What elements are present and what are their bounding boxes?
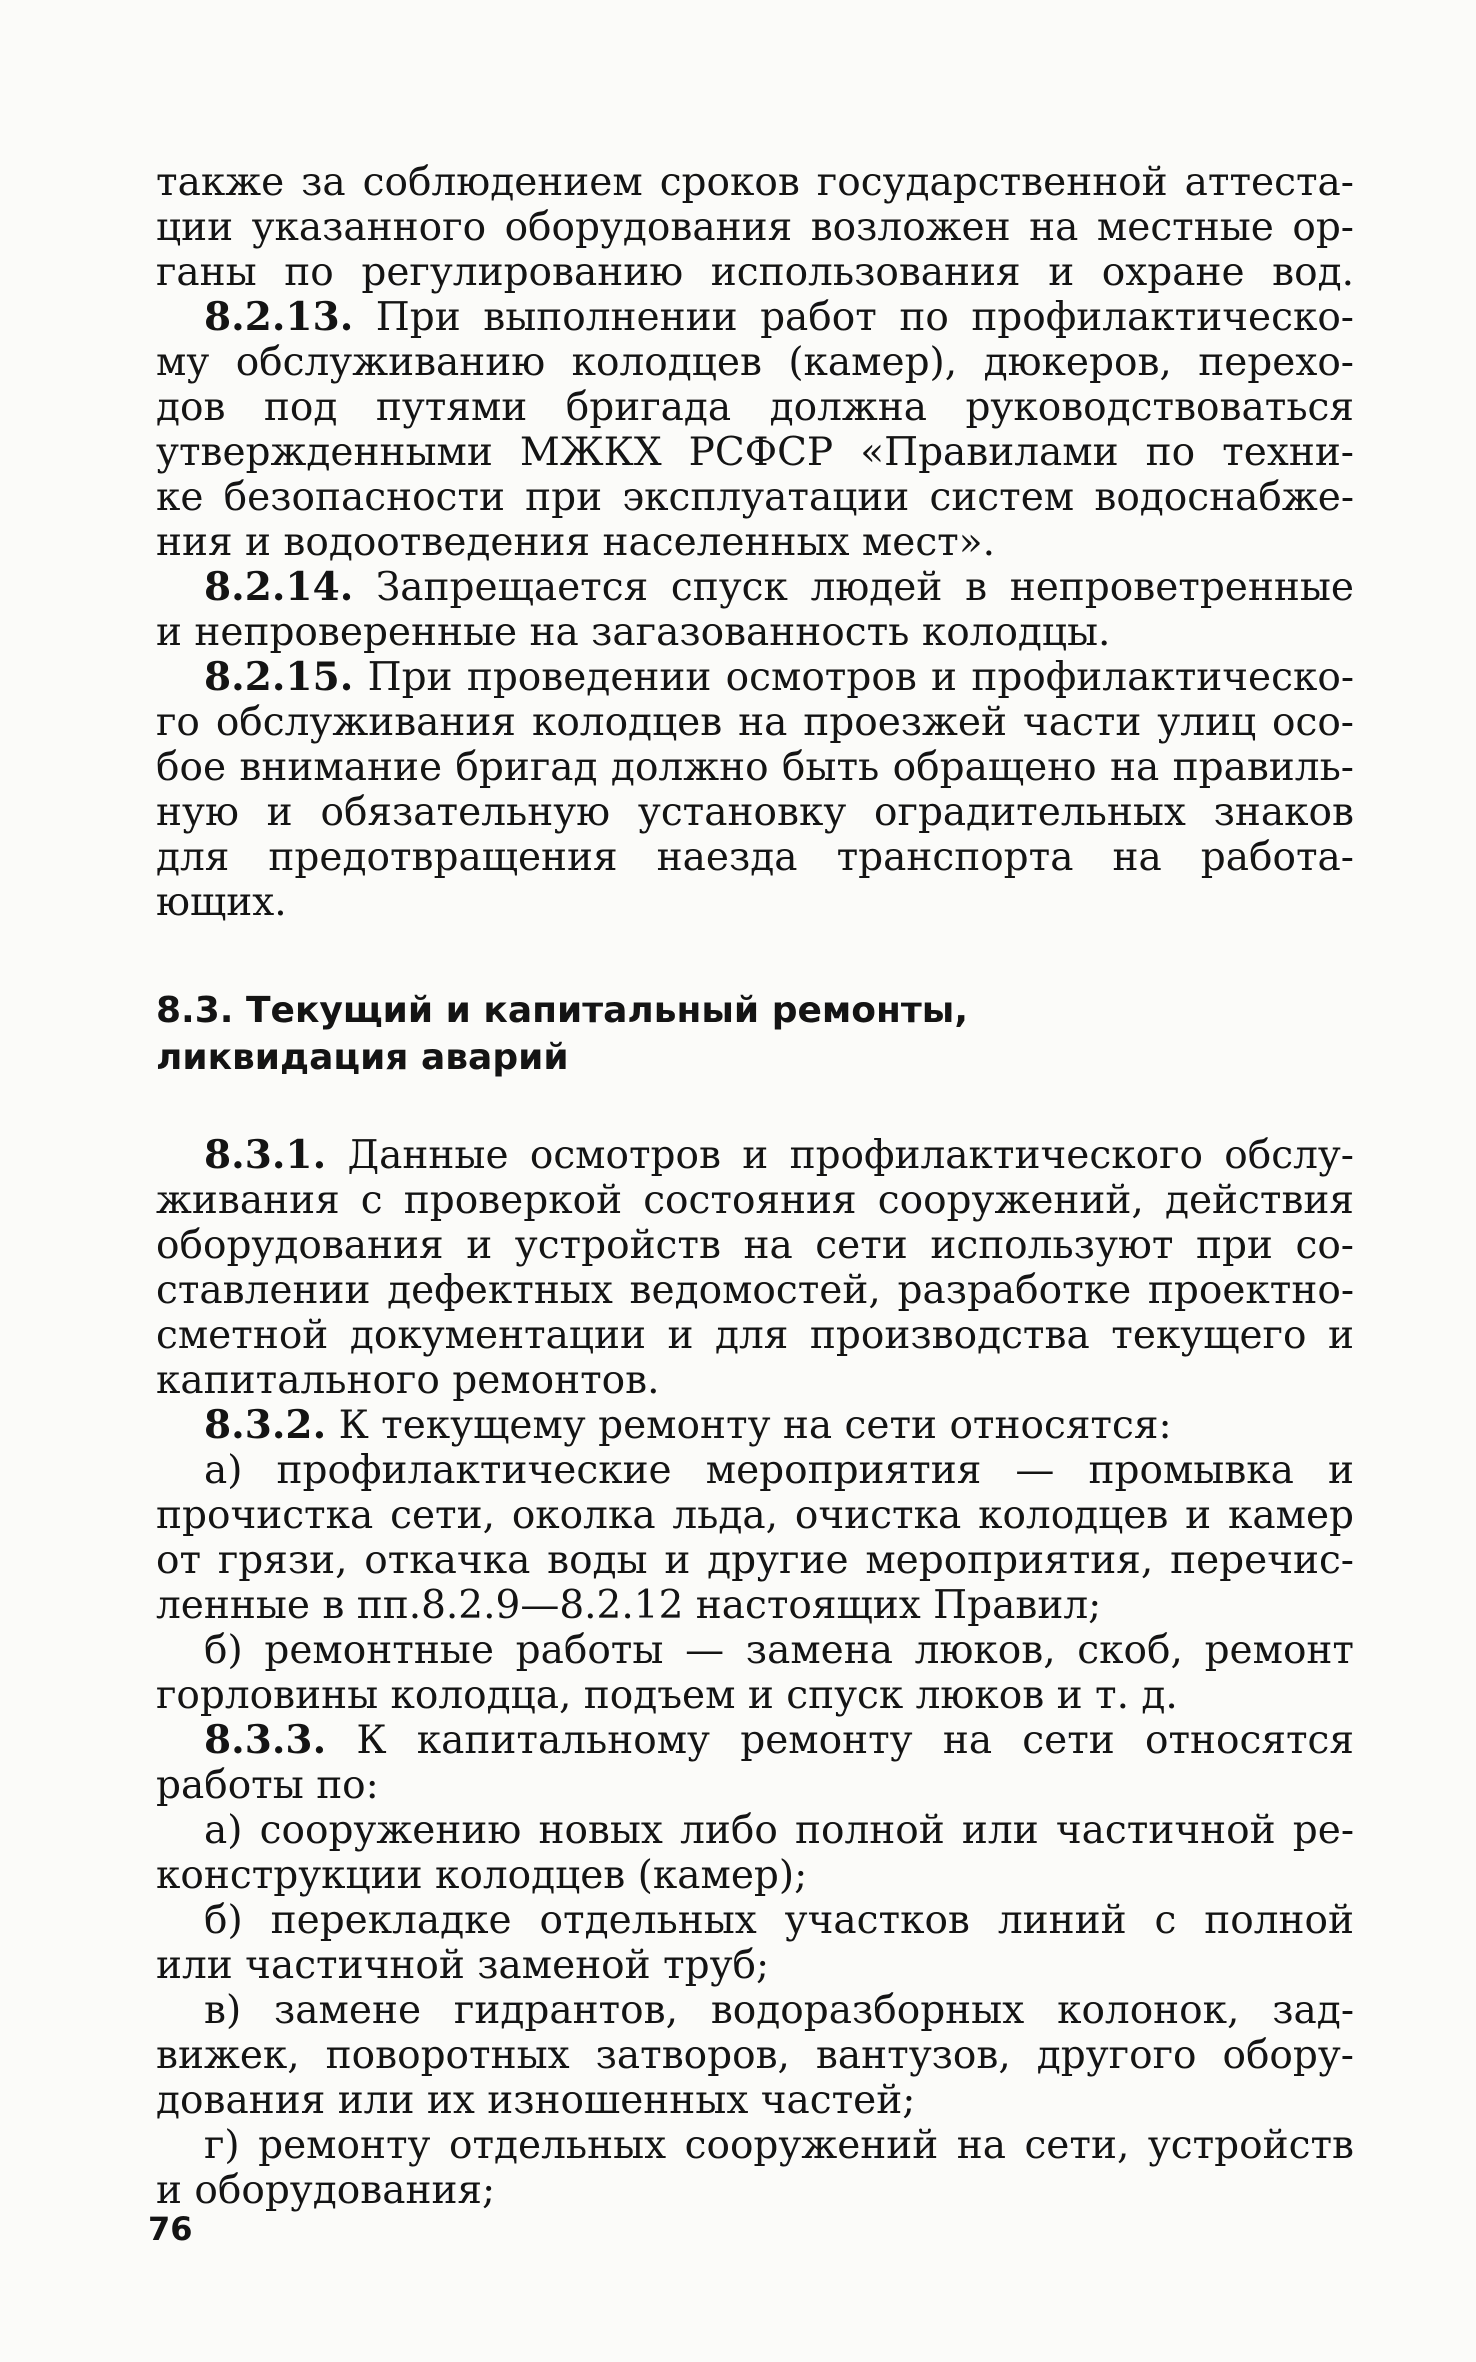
- text-line: му обслуживанию колодцев (камер), дюкеров, перехо-: [156, 340, 1354, 385]
- paragraph-8-3-3-first-line: [156, 1718, 1354, 1763]
- text-run: При выполнении работ по профилактическо-: [375, 295, 1354, 340]
- text-line: ния и водоотведения населенных мест».: [156, 520, 996, 565]
- paragraph-8-2-14-first-line: [156, 565, 1354, 610]
- text-line: для предотвращения наезда транспорта на работа-: [156, 835, 1354, 880]
- text-run: К текущему ремонту на сети относятся:: [338, 1403, 1172, 1448]
- text-line: конструкции колодцев (камер);: [156, 1853, 808, 1898]
- paragraph-8-2-13-first-line: [156, 295, 1354, 340]
- clause-number: 8.2.13.: [204, 295, 354, 340]
- section-heading-line: ликвидация аварий: [156, 1037, 569, 1078]
- list-item-v-first-line: в) замене гидрантов, водоразборных колонок, зад-: [204, 1988, 1354, 2033]
- list-item-a-first-line: а) профилактические мероприятия — промывка и: [204, 1448, 1354, 1493]
- text-line: вижек, поворотных затворов, вантузов, другого обору-: [156, 2033, 1354, 2078]
- text-line: оборудования и устройств на сети используют при со-: [156, 1223, 1354, 1268]
- text-line: ке безопасности при эксплуатации систем водоснабже-: [156, 475, 1354, 520]
- clause-number: 8.3.3.: [204, 1718, 327, 1763]
- text-block: [156, 1133, 1354, 2213]
- text-block: [156, 160, 1354, 925]
- text-line: капитального ремонтов.: [156, 1358, 660, 1403]
- text-run: Запрещается спуск людей в непроветренные: [375, 565, 1354, 610]
- text-line: горловины колодца, подъем и спуск люков и т. д.: [156, 1673, 1178, 1718]
- text-line: утвержденными МЖКХ РСФСР «Правилами по техни-: [156, 430, 1354, 475]
- text-line: дов под путями бригада должна руководствоваться: [156, 385, 1354, 430]
- list-item-b-first-line: б) ремонтные работы — замена люков, скоб, ремонт: [204, 1628, 1354, 1673]
- paragraph-8-3-2-first-line: [156, 1403, 1354, 1448]
- list-item-a-first-line: а) сооружению новых либо полной или частичной ре-: [204, 1808, 1354, 1853]
- text-run: Данные осмотров и профилактического обслу-: [347, 1133, 1354, 1178]
- text-line: дования или их изношенных частей;: [156, 2078, 916, 2123]
- clause-number: 8.2.14.: [204, 565, 354, 610]
- text-line: сметной документации и для производства текущего и: [156, 1313, 1354, 1358]
- list-item-g-first-line: г) ремонту отдельных сооружений на сети, устройств: [204, 2123, 1354, 2168]
- section-heading: [156, 987, 1354, 1081]
- text-line: прочистка сети, околка льда, очистка колодцев и камер: [156, 1493, 1354, 1538]
- text-run: К капитальному ремонту на сети относятся: [356, 1718, 1354, 1763]
- text-line: ленные в пп.8.2.9—8.2.12 настоящих Правил;: [156, 1583, 1102, 1628]
- text-line: работы по:: [156, 1763, 379, 1808]
- clause-number: 8.3.2.: [204, 1403, 327, 1448]
- list-item-b-first-line: б) перекладке отдельных участков линий с полной: [204, 1898, 1354, 1943]
- text-line: ции указанного оборудования возложен на местные ор-: [156, 205, 1354, 250]
- text-line: бое внимание бригад должно быть обращено на правиль-: [156, 745, 1354, 790]
- text-line: или частичной заменой труб;: [156, 1943, 770, 1988]
- text-line: и непроверенные на загазованность колодцы.: [156, 610, 1111, 655]
- text-line: также за соблюдением сроков государственной аттеста-: [156, 160, 1354, 205]
- text-line: ную и обязательную установку оградительных знаков: [156, 790, 1354, 835]
- text-line: го обслуживания колодцев на проезжей части улиц осо-: [156, 700, 1354, 745]
- text-line: и оборудования;: [156, 2168, 496, 2213]
- clause-number: 8.3.1.: [204, 1133, 327, 1178]
- text-line: от грязи, откачка воды и другие мероприятия, перечис-: [156, 1538, 1354, 1583]
- text-line: ставлении дефектных ведомостей, разработке проектно-: [156, 1268, 1354, 1313]
- page-content: [156, 160, 1354, 2213]
- paragraph-8-3-1-first-line: [156, 1133, 1354, 1178]
- text-line: ганы по регулированию использования и охране вод.: [156, 250, 1354, 295]
- text-line: живания с проверкой состояния сооружений, действия: [156, 1178, 1354, 1223]
- text-line: ющих.: [156, 880, 287, 925]
- page-number: 76: [148, 2210, 193, 2248]
- paragraph-8-2-15-first-line: [156, 655, 1354, 700]
- section-heading-line: 8.3. Текущий и капитальный ремонты,: [156, 990, 969, 1031]
- clause-number: 8.2.15.: [204, 655, 354, 700]
- text-run: При проведении осмотров и профилактическо-: [367, 655, 1354, 700]
